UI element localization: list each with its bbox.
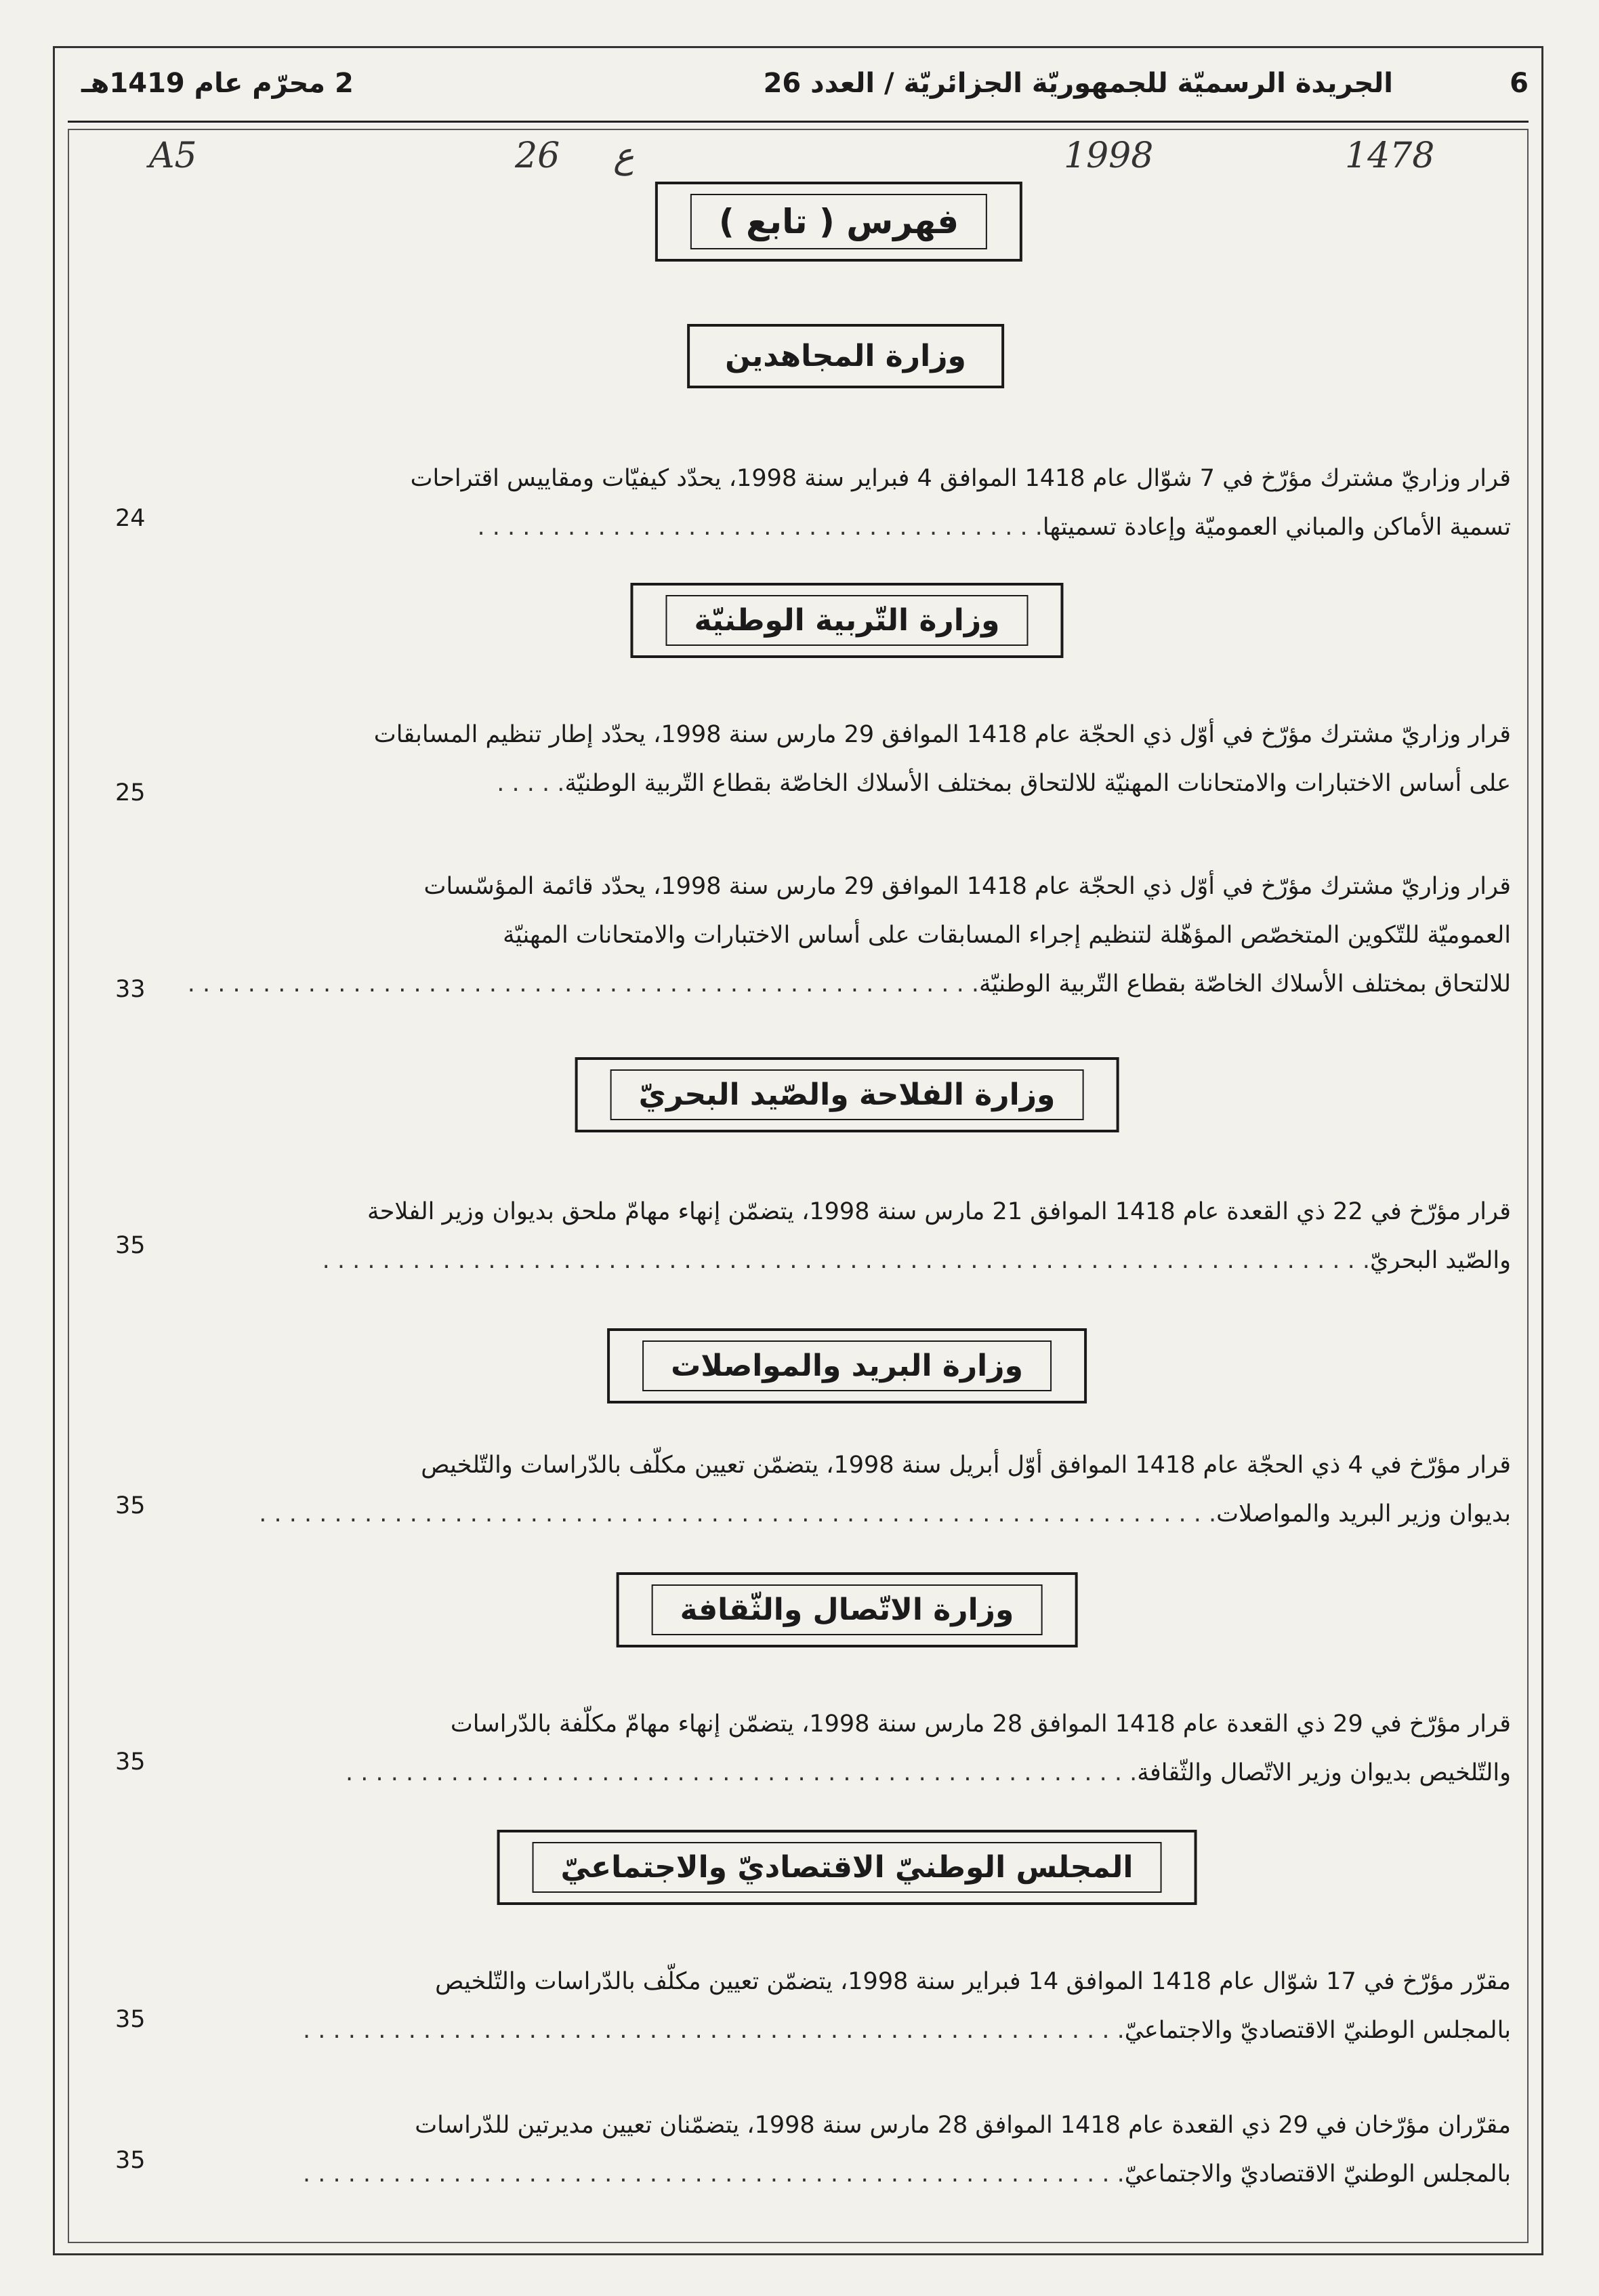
entry-line: قرار وزاريّ مشترك مؤرّخ في أوّل ذي الحجّة عام 1418 الموافق 29 مارس سنة 1998، يحدّد إطار تنظيم المسابقات — [373, 721, 1511, 748]
section-title-box — [687, 324, 1004, 388]
page-number: 6 — [1510, 68, 1529, 99]
entry-line — [102, 759, 1511, 808]
entry-page-number: 25 — [115, 779, 146, 806]
leader-dots: . . . . . . . . . . . . . . . . . . . . . . . . . . . . . . . . . . . . . . — [477, 514, 1043, 541]
index-entry — [102, 1187, 1511, 1285]
header-rule — [68, 121, 1529, 123]
entry-line — [102, 2150, 1511, 2198]
entry-text: بالمجلس الوطنيّ الاقتصاديّ والاجتماعيّ — [1124, 2160, 1511, 2188]
section-title-box — [607, 1328, 1087, 1403]
index-entry — [102, 2101, 1511, 2198]
section-title-box — [497, 1830, 1197, 1905]
handwritten-note-year: 1998 — [1064, 136, 1154, 176]
section-title: وزارة البريد والمواصلات — [642, 1340, 1052, 1391]
index-entry — [102, 1441, 1511, 1538]
entry-line — [102, 2006, 1511, 2055]
section-title: وزارة التّربية الوطنيّة — [665, 595, 1028, 646]
handwritten-note-right: 1478 — [1345, 136, 1435, 176]
section-title: وزارة المجاهدين — [725, 339, 966, 373]
entry-text: والتّلخيص بديوان وزير الاتّصال والثّقافة — [1137, 1759, 1511, 1786]
index-entry — [102, 862, 1511, 1008]
entry-text: بديوان وزير البريد والمواصلات — [1216, 1500, 1511, 1528]
section-title: المجلس الوطنيّ الاقتصاديّ والاجتماعيّ — [533, 1842, 1162, 1893]
section-title: وزارة الاتّصال والثّقافة — [652, 1584, 1043, 1635]
entry-line: قرار وزاريّ مشترك مؤرّخ في 7 شوّال عام 1418 الموافق 4 فبراير سنة 1998، يحدّد كيفيّات ومقاييس اقتراحات — [410, 465, 1511, 492]
entry-text: والصّيد البحريّ — [1370, 1247, 1511, 1274]
leader-dots: . . . . . . . . . . . . . . . . . . . . . . . . . . . . . . . . . . . . . . . . . . . . . . . . . . . . . . . . . . . . . . . . — [259, 1500, 1217, 1528]
entry-page-number: 35 — [115, 1748, 146, 1776]
leader-dots: . . . . . . . . . . . . . . . . . . . . . . . . . . . . . . . . . . . . . . . . . . . . . . . . . . . . . — [346, 1759, 1138, 1786]
entry-line: قرار مؤرّخ في 4 ذي الحجّة عام 1418 الموافق أوّل أبريل سنة 1998، يتضمّن تعيين مكلّف بالدّراسات والتّلخيص — [421, 1452, 1511, 1479]
entry-page-number: 35 — [115, 2006, 146, 2033]
handwritten-note-number: 26 — [515, 136, 560, 176]
leader-dots: . . . . . — [497, 770, 565, 797]
entry-page-number: 35 — [115, 1492, 146, 1519]
entry-line — [102, 1748, 1511, 1797]
entry-page-number: 35 — [115, 1232, 146, 1259]
entry-text: بالمجلس الوطنيّ الاقتصاديّ والاجتماعيّ — [1124, 2017, 1511, 2044]
entry-line: مقرّر مؤرّخ في 17 شوّال عام 1418 الموافق 14 فبراير سنة 1998، يتضمّن تعيين مكلّف بالدّراسات والتّلخيص — [435, 1968, 1511, 1995]
handwritten-note-letter: ع — [613, 136, 635, 176]
section-title-box — [617, 1572, 1078, 1647]
entry-page-number: 24 — [115, 505, 146, 532]
entry-line: مقرّران مؤرّخان في 29 ذي القعدة عام 1418 الموافق 28 مارس سنة 1998، يتضمّنان تعيين مديرتين للدّراسات — [415, 2112, 1511, 2139]
section-title-box — [630, 583, 1063, 658]
entry-text: تسمية الأماكن والمباني العموميّة وإعادة تسميتها — [1042, 514, 1511, 541]
entry-text: على أساس الاختبارات والامتحانات المهنيّة للالتحاق بمختلف الأسلاك الخاصّة بقطاع التّربية الوطنيّة — [564, 770, 1511, 797]
leader-dots: . . . . . . . . . . . . . . . . . . . . . . . . . . . . . . . . . . . . . . . . . . . . . . . . . . . . . . . — [303, 2160, 1125, 2188]
hijri-date: 2 محرّم عام 1419هـ — [81, 68, 354, 99]
entry-line — [102, 960, 1511, 1008]
leader-dots: . . . . . . . . . . . . . . . . . . . . . . . . . . . . . . . . . . . . . . . . . . . . . . . . . . . . . — [187, 970, 979, 998]
index-entry — [102, 454, 1511, 552]
entry-line: العموميّة للتّكوين المتخصّص المؤهّلة لتنظيم إجراء المسابقات على أساس الاختبارات والامتحانات المهنيّة — [503, 922, 1511, 949]
entry-line: قرار مؤرّخ في 22 ذي القعدة عام 1418 الموافق 21 مارس سنة 1998، يتضمّن إنهاء مهامّ ملحق بديوان وزير الفلاحة — [367, 1198, 1511, 1225]
entry-line — [102, 503, 1511, 552]
leader-dots: . . . . . . . . . . . . . . . . . . . . . . . . . . . . . . . . . . . . . . . . . . . . . . . . . . . . . . . — [303, 2017, 1125, 2044]
entry-line — [102, 1236, 1511, 1285]
entry-page-number: 33 — [115, 976, 146, 1003]
entry-page-number: 35 — [115, 2147, 146, 2174]
leader-dots: . . . . . . . . . . . . . . . . . . . . . . . . . . . . . . . . . . . . . . . . . . . . . . . . . . . . . . . . . . . . . . . . . . . . . . — [322, 1247, 1371, 1274]
index-entry — [102, 1700, 1511, 1797]
entry-line: قرار مؤرّخ في 29 ذي القعدة عام 1418 الموافق 28 مارس سنة 1998، يتضمّن إنهاء مهامّ مكلّفة بالدّراسات — [450, 1710, 1511, 1738]
index-entry — [102, 710, 1511, 808]
index-title-box — [655, 182, 1022, 262]
entry-text: للالتحاق بمختلف الأسلاك الخاصّة بقطاع التّربية الوطنيّة — [978, 970, 1511, 998]
handwritten-note-left: A5 — [149, 136, 197, 176]
section-title: وزارة الفلاحة والصّيد البحريّ — [610, 1069, 1084, 1120]
index-title: فهرس ( تابع ) — [690, 194, 987, 249]
gazette-title: الجريدة الرسميّة للجمهوريّة الجزائريّة / العدد 26 — [763, 68, 1393, 99]
page-header — [68, 61, 1529, 115]
page-inner-frame — [68, 129, 1529, 2243]
section-title-box — [575, 1057, 1119, 1132]
entry-line — [102, 1490, 1511, 1538]
entry-line: قرار وزاريّ مشترك مؤرّخ في أوّل ذي الحجّة عام 1418 الموافق 29 مارس سنة 1998، يحدّد قائمة المؤسّسات — [423, 873, 1511, 900]
index-entry — [102, 1957, 1511, 2055]
